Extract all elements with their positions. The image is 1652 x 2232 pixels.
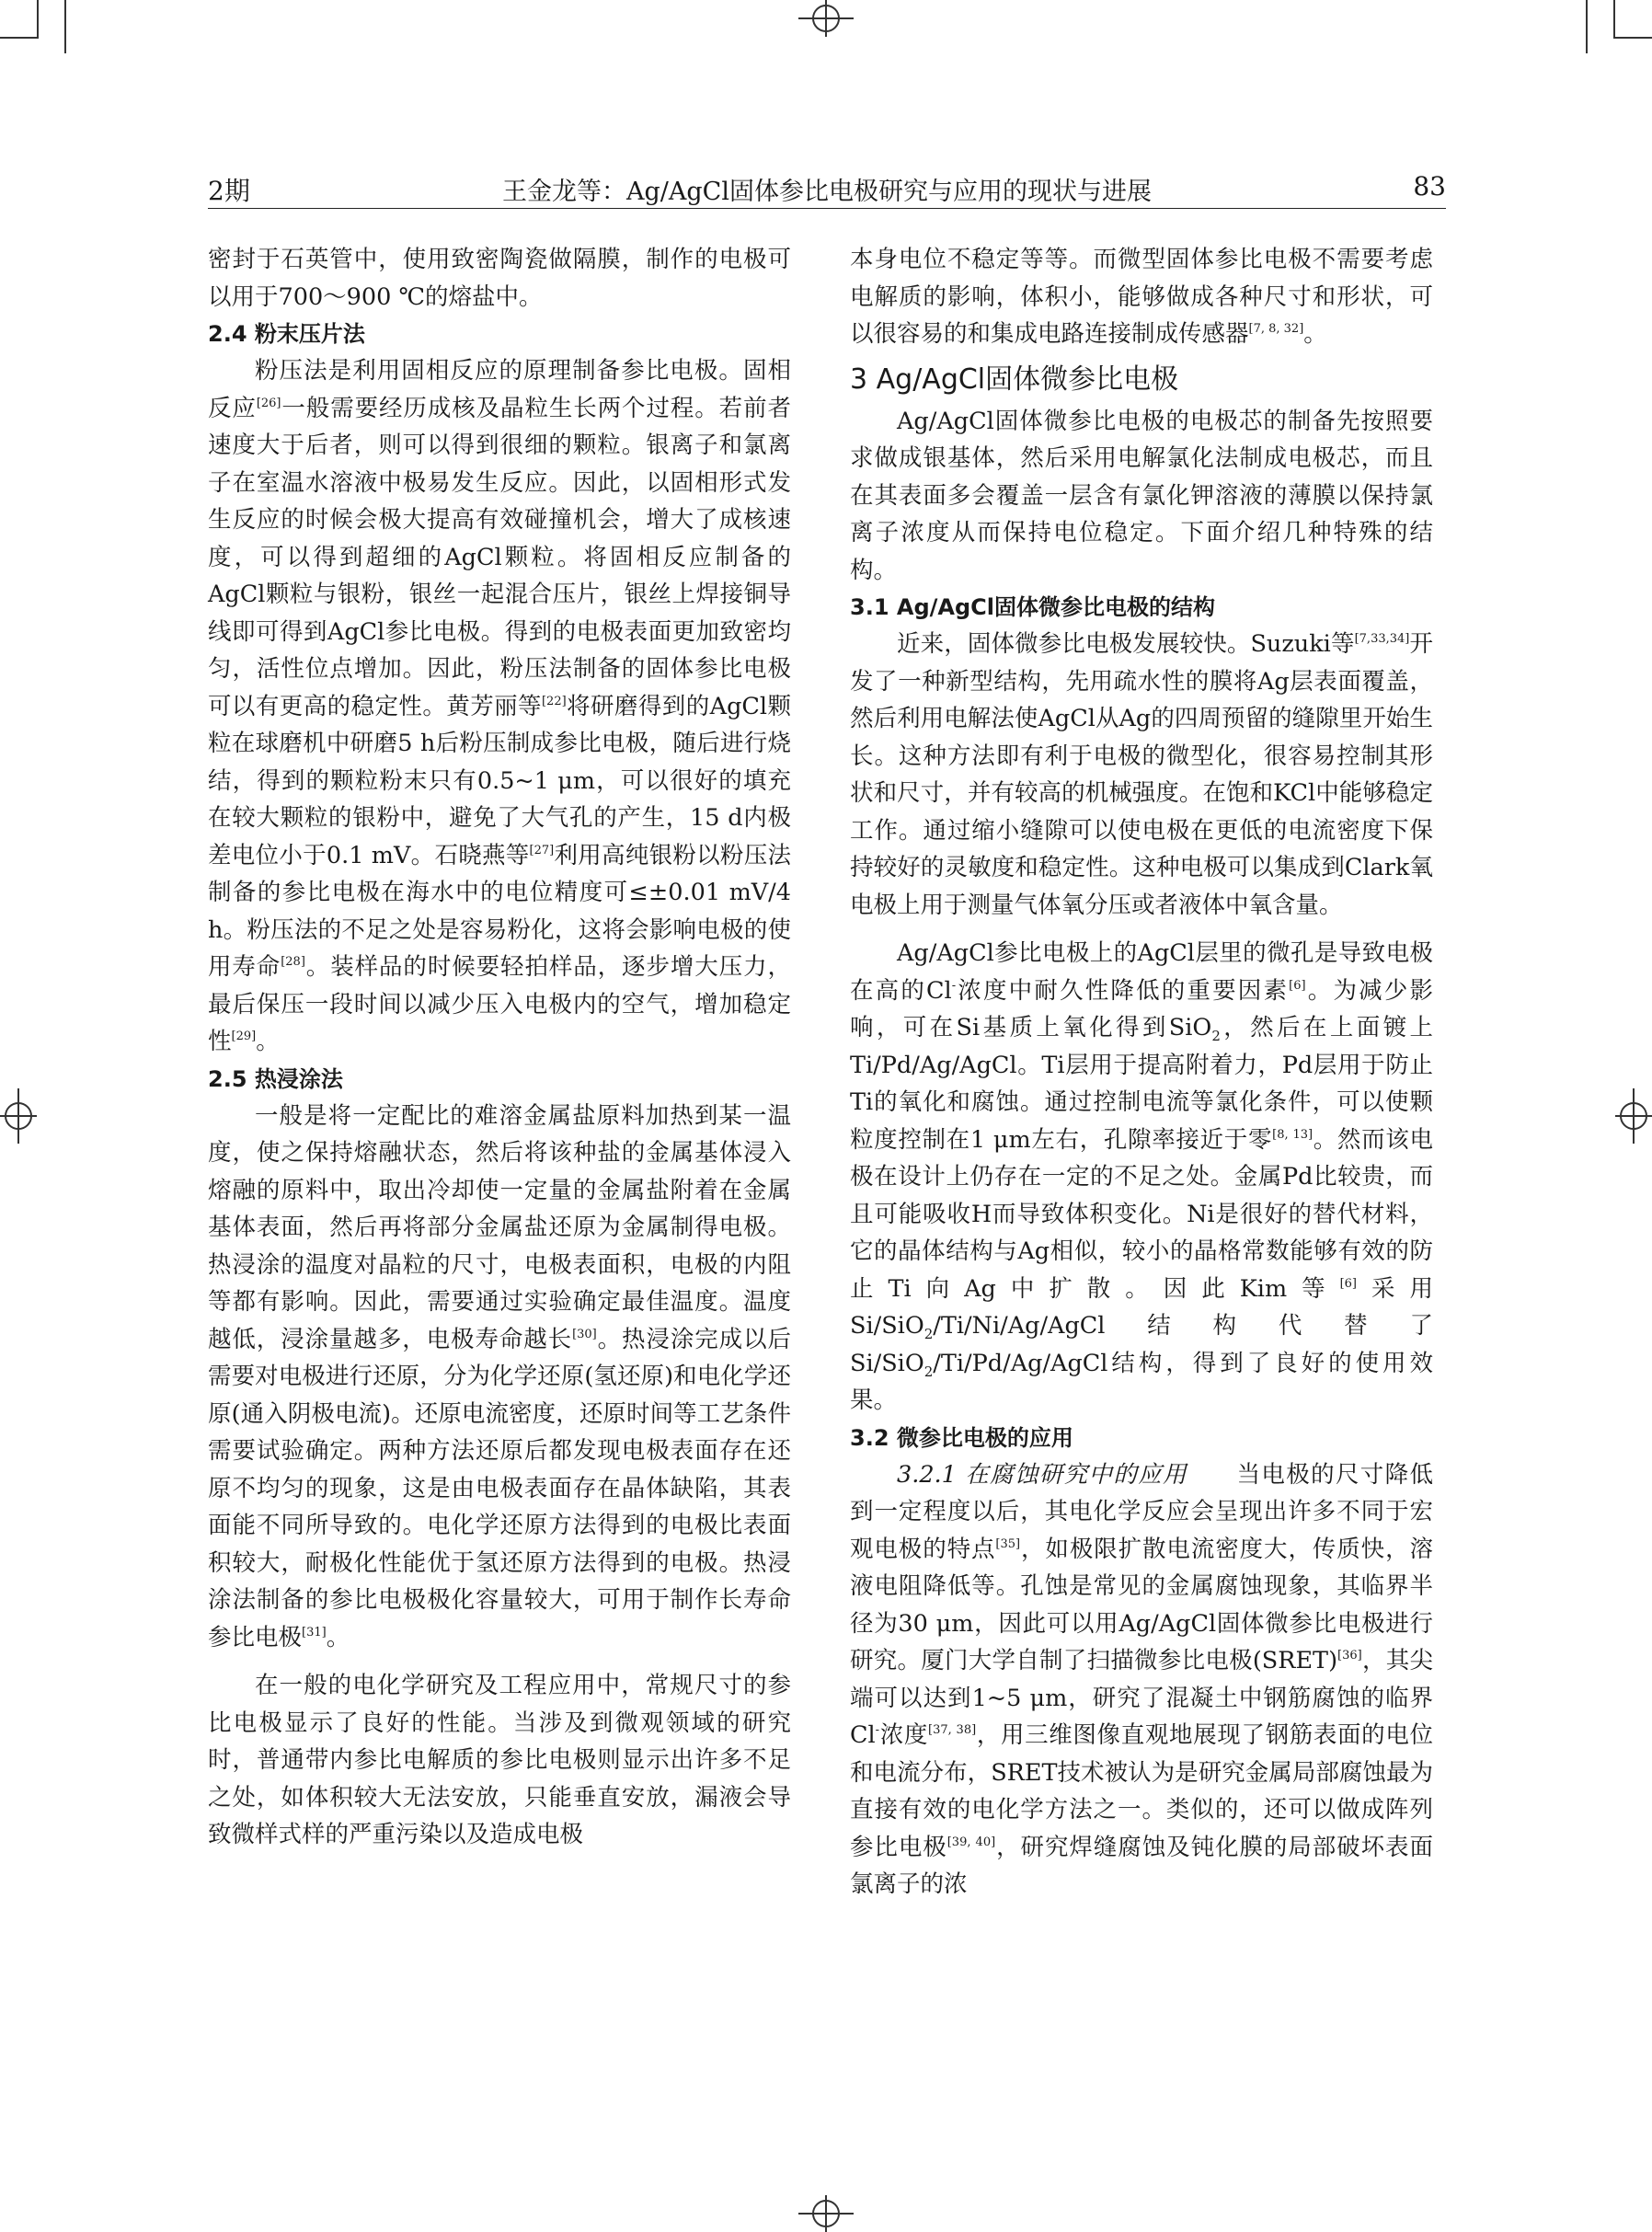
paragraph: 密封于石英管中，使用致密陶瓷做隔膜，制作的电极可以用于700～900 ℃的熔盐中。 <box>208 246 791 311</box>
citation[interactable]: [31] <box>302 1625 327 1639</box>
citation[interactable]: [39, 40] <box>946 1835 996 1849</box>
section-heading: 2.5 热浸涂法 <box>208 1065 343 1092</box>
citation[interactable]: [8, 13] <box>1272 1127 1314 1142</box>
citation[interactable]: [22] <box>541 694 567 708</box>
citation[interactable]: [36] <box>1337 1649 1362 1662</box>
crop-mark <box>64 0 66 53</box>
paragraph: 本身电位不稳定等等。而微型固体参比电极不需要考虑电解质的影响，体积小，能够做成各种尺寸和形状，可以很容易的和集成电路连接制成传感器[7, 8, 32]。 <box>850 246 1433 348</box>
paragraph: 3.2.1 在腐蚀研究中的应用 当电极的尺寸降低到一定程度以后，其电化学反应会呈现出许多不同于宏观电极的特点[35]，如极限扩散电流密度大，传质快，溶液电阻降低等。孔蚀是常见的金属腐蚀现象，其临界半径为30 μm，因此可以用Ag/AgCl固体微参比电极进行研究。厦门大学自制了扫描微参比电极(SRET)[36]，其尖端可以达到1~5 μm，研究了混凝土中钢筋腐蚀的临界Cl-浓度[37, 38]，用三维图像直观地展现了钢筋表面的电位和电流分布，SRET技术被认为是研究金属局部腐蚀最为直接有效的电化学方法之一。类似的，还可以做成阵列参比电极[39, 40]，研究焊缝腐蚀及钝化膜的局部破坏表面氯离子的浓 <box>850 1460 1433 1898</box>
citation[interactable]: [26] <box>256 396 281 410</box>
citation[interactable]: [37, 38] <box>928 1723 977 1737</box>
left-column <box>208 241 791 1854</box>
crop-mark <box>37 0 39 39</box>
crop-mark <box>1613 37 1652 39</box>
paragraph: Ag/AgCl参比电极上的AgCl层里的微孔是导致电极在高的Cl-浓度中耐久性降低的重要因素[6]。为减少影响，可在Si基质上氧化得到SiO$_2$，然后在上面镀上Ti/Pd/Ag/AgCl。Ti层用于提高附着力，Pd层用于防止Ti的氧化和腐蚀。通过控制电流等氯化条件，可以使颗粒度控制在1 μm左右，孔隙率接近于零[8, 13]。然而该电极在设计上仍存在一定的不足之处。金属Pd比较贵，而且可能吸收H而导致体积变化。Ni是很好的替代材料，它的晶体结构与Ag相似，较小的晶格常数能够有效的防止Ti向Ag中扩散。因此Kim等[6]采用Si/SiO$_2$/Ti/Ni/Ag/AgCl结构代替了Si/SiO$_2$/Ti/Pd/Ag/AgCl结构，得到了良好的使用效果。 <box>850 939 1433 1414</box>
crop-mark <box>0 37 39 39</box>
section-heading: 3.2 微参比电极的应用 <box>850 1424 1073 1451</box>
crop-mark <box>1613 0 1615 39</box>
registration-mark-icon <box>789 0 863 37</box>
right-column <box>850 241 1433 1904</box>
registration-mark-icon <box>0 1079 37 1153</box>
page-number: 83 <box>1413 171 1446 201</box>
paragraph: 近来，固体微参比电极发展较快。Suzuki等[7,33,34]开发了一种新型结构，先用疏水性的膜将Ag层表面覆盖，然后利用电解法使AgCl从Ag的四周预留的缝隙里开始生长。这种方法即有利于电极的微型化，很容易控制其形状和尺寸，并有较高的机械强度。在饱和KCl中能够稳定工作。通过缩小缝隙可以使电极在更低的电流密度下保持较好的灵敏度和稳定性。这种电极可以集成到Clark氧电极上用于测量气体氧分压或者液体中氧含量。 <box>850 630 1433 919</box>
citation[interactable]: [6] <box>1339 1276 1358 1291</box>
section-heading: 3.1 Ag/AgCl固体微参比电极的结构 <box>850 594 1215 620</box>
section-heading: 2.4 粉末压片法 <box>208 321 365 347</box>
citation[interactable]: [35] <box>995 1536 1021 1551</box>
crop-mark <box>1586 0 1588 53</box>
citation[interactable]: [29] <box>231 1030 257 1043</box>
running-title: 王金龙等：Ag/AgCl固体参比电极研究与应用的现状与进展 <box>502 178 1152 206</box>
paragraph: 一般是将一定配比的难溶金属盐原料加热到某一温度，使之保持熔融状态，然后将该种盐的金属基体浸入熔融的原料中，取出冷却使一定量的金属盐附着在金属基体表面，然后再将部分金属盐还原为金属制得电极。热浸涂的温度对晶粒的尺寸，电极表面积，电极的内阻等都有影响。因此，需要通过实验确定最佳温度。温度越低，浸涂量越多，电极寿命越长[30]。热浸涂完成以后需要对电极进行还原，分为化学还原(氢还原)和电化学还原(通入阴极电流)。还原电流密度，还原时间等工艺条件需要试验确定。两种方法还原后都发现电极表面存在还原不均匀的现象，这是由电极表面存在晶体缺陷，其表面能不同所导致的。电化学还原方法得到的电极比表面积较大，耐极化性能优于氢还原方法得到的电极。热浸涂法制备的参比电极极化容量较大，可用于制作长寿命参比电极[31]。 <box>208 1101 791 1651</box>
citation[interactable]: [30] <box>572 1327 597 1341</box>
citation[interactable]: [7,33,34] <box>1354 632 1410 646</box>
paragraph: 粉压法是利用固相反应的原理制备参比电极。固相反应[26]一般需要经历成核及晶粒生长两个过程。若前者速度大于后者，则可以得到很细的颗粒。银离子和氯离子在室温水溶液中极易发生反应。因此，以固相形式发生反应的时候会极大提高有效碰撞机会，增大了成核速度，可以得到超细的AgCl颗粒。将固相反应制备的AgCl颗粒与银粉，银丝一起混合压片，银丝上焊接铜导线即可得到AgCl参比电极。得到的电极表面更加致密均匀，活性位点增加。因此，粉压法制备的固体参比电极可以有更高的稳定性。黄芳丽等[22]将研磨得到的AgCl颗粒在球磨机中研磨5 h后粉压制成参比电极，随后进行烧结，得到的颗粒粉末只有0.5~1 μm，可以很好的填充在较大颗粒的银粉中，避免了大气孔的产生，15 d内极差电位小于0.1 mV。石晓燕等[27]利用高纯银粉以粉压法制备的参比电极在海水中的电位精度可≤±0.01 mV/4 h。粉压法的不足之处是容易粉化，这将会影响电极的使用寿命[28]。装样品的时候要轻拍样品，逐步增大压力，最后保压一段时间以减少压入电极内的空气，增加稳定性[29]。 <box>208 357 791 1055</box>
running-header <box>208 167 1446 209</box>
paragraph: Ag/AgCl固体微参比电极的电极芯的制备先按照要求做成银基体，然后采用电解氯化法制成电极芯，而且在其表面多会覆盖一层含有氯化钾溶液的薄膜以保持氯离子浓度从而保持电位稳定。下面介绍几种特殊的结构。 <box>850 407 1433 584</box>
citation[interactable]: [27] <box>529 843 555 857</box>
section-heading: 3 Ag/AgCl固体微参比电极 <box>850 362 1179 396</box>
citation[interactable]: [28] <box>281 955 305 969</box>
citation[interactable]: [6] <box>1289 978 1306 993</box>
citation[interactable]: [7, 8, 32] <box>1248 322 1304 336</box>
subsection-label: 3.2.1 在腐蚀研究中的应用 <box>897 1460 1187 1489</box>
registration-mark-icon <box>789 2195 863 2232</box>
paragraph: 在一般的电化学研究及工程应用中，常规尺寸的参比电极显示了良好的性能。当涉及到微观领域的研究时，普通带内参比电解质的参比电极则显示出许多不足之处，如体积较大无法安放，只能垂直安放，漏液会导致微样式样的严重污染以及造成电极 <box>208 1672 791 1848</box>
registration-mark-icon <box>1615 1079 1652 1153</box>
issue-number: 2期 <box>208 176 250 206</box>
